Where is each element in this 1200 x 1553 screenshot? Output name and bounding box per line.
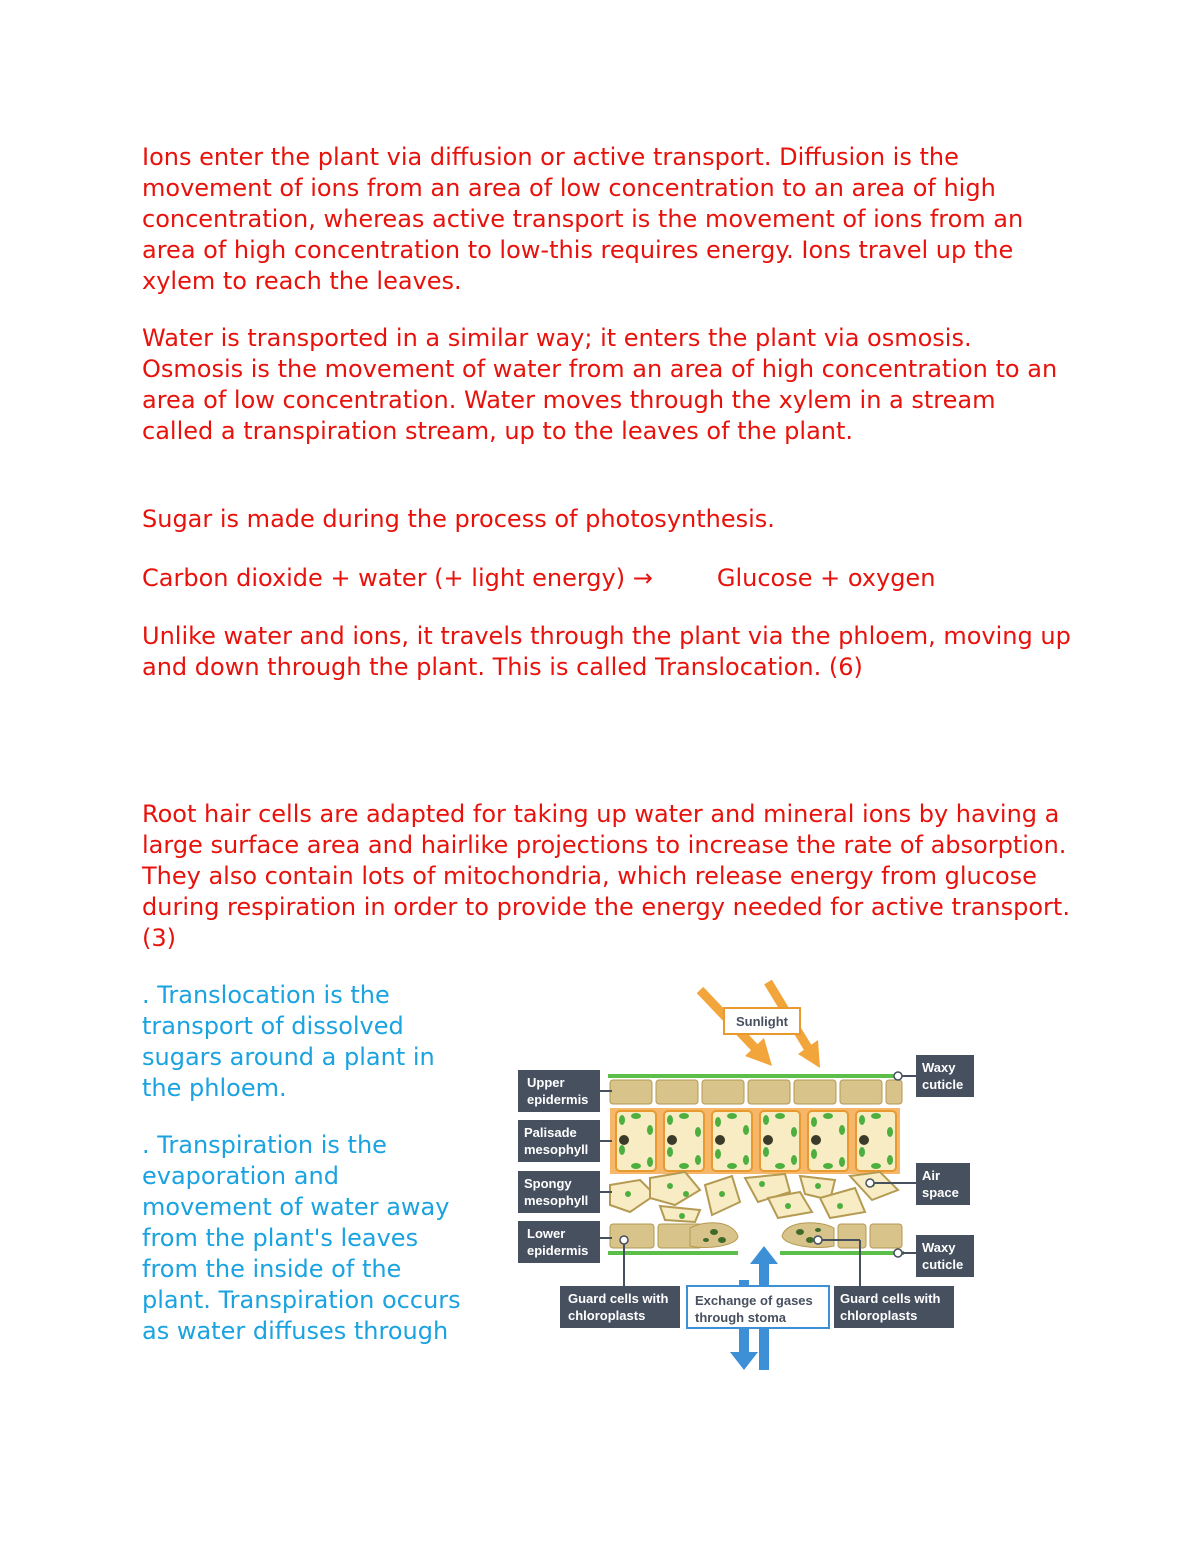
svg-text:Palisade: Palisade [524,1125,577,1140]
svg-text:Guard cells with: Guard cells with [568,1291,669,1306]
svg-text:Lower: Lower [527,1226,566,1241]
svg-text:space: space [922,1185,959,1200]
label-waxy-cuticle-bottom [894,1235,974,1277]
label-exchange-of-gases [687,1286,829,1328]
svg-text:Exchange of gases: Exchange of gases [695,1293,813,1308]
paragraph-translocation: Unlike water and ions, it travels through the plant via the phloem, moving up and down through the plant. This is called Translocation. (6) [142,622,1071,681]
svg-text:cuticle: cuticle [922,1257,964,1272]
label-lower-epidermis [518,1221,612,1263]
svg-text:through stoma: through stoma [695,1310,786,1325]
label-waxy-cuticle-top [894,1055,974,1097]
note-transpiration: . Transpiration is the evaporation and movement of water away from the plant's leaves from the inside of the plant. Transpiration occurs as water diffuses through [142,1131,461,1345]
svg-text:epidermis: epidermis [527,1243,589,1258]
palisade-mesophyll-cells [610,1108,900,1174]
label-spongy-mesophyll [518,1171,612,1213]
equation-products: Glucose + oxygen [716,564,936,592]
paragraph-root-hair-cells: Root hair cells are adapted for taking up water and mineral ions by having a large surface area and hairlike projections to increase the rate of absorption. They also contain lots of mitochondria, which release energy from glucose during respiration in order to provide the energy needed for active transport. (3) [142,800,1070,952]
svg-text:Sunlight: Sunlight [736,1014,788,1029]
label-palisade-mesophyll [518,1120,612,1162]
svg-text:chloroplasts: chloroplasts [840,1308,918,1323]
paragraph-sugar: Sugar is made during the process of photosynthesis. [142,505,775,533]
svg-text:chloroplasts: chloroplasts [568,1308,646,1323]
equation-reactants: Carbon dioxide + water (+ light energy) → [142,564,653,592]
note-translocation: . Translocation is the transport of dissolved sugars around a plant in the phloem. [142,981,435,1102]
svg-text:Spongy: Spongy [524,1176,572,1191]
sunlight-label [724,1008,800,1034]
label-upper-epidermis [518,1070,612,1112]
svg-text:epidermis: epidermis [527,1092,589,1107]
svg-text:mesophyll: mesophyll [524,1142,589,1157]
paragraph-water-transport: Water is transported in a similar way; it enters the plant via osmosis. Osmosis is the movement of water from an area of high concentration to an area of low concentration. Water moves through the xylem in a stream called a transpiration stream, up to the leaves of the plant. [142,324,1058,445]
paragraph-ions-transport: Ions enter the plant via diffusion or active transport. Diffusion is the movement of ions from an area of low concentration to an area of high concentration, whereas active transport is the movement of ions from an area of high concentration to low-this requires energy. Ions travel up the xylem to reach the leaves. [142,143,1024,295]
leaf-cross-section-diagram [500,980,990,1375]
svg-text:Air: Air [922,1168,941,1183]
svg-text:Waxy: Waxy [922,1240,956,1255]
lower-epidermis-cells [610,1223,902,1248]
photosynthesis-equation [142,563,1072,594]
svg-text:Upper: Upper [527,1075,565,1090]
upper-epidermis-cells [610,1080,902,1104]
svg-text:Waxy: Waxy [922,1060,956,1075]
svg-text:mesophyll: mesophyll [524,1193,589,1208]
svg-text:cuticle: cuticle [922,1077,964,1092]
svg-text:Guard cells with: Guard cells with [840,1291,941,1306]
spongy-mesophyll-cells [610,1172,898,1222]
